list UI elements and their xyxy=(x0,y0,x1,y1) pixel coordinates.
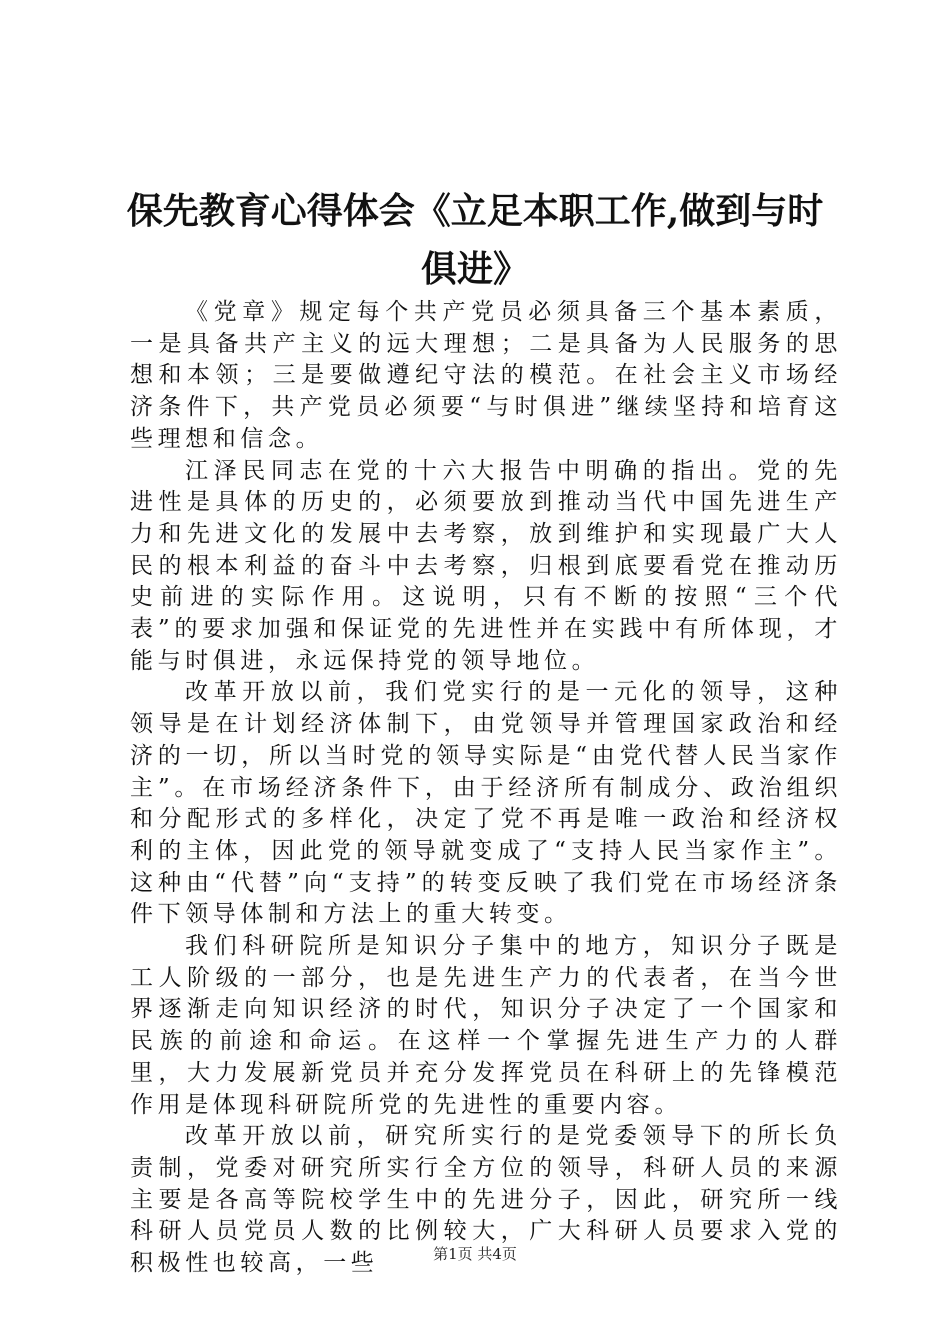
document-title: 保先教育心得体会《立足本职工作,做到与时俱进》 xyxy=(126,190,824,290)
paragraph: 我们科研院所是知识分子集中的地方，知识分子既是工人阶级的一部分，也是先进生产力的代表者，在当今世界逐渐走向知识经济的时代，知识分子决定了一个国家和民族的前途和命运。在这样一个掌握先进生产力的人群里，大力发展新党员并充分发挥党员在科研上的先锋模范作用是体现科研院所党的先进性的重要内容。 xyxy=(130,933,842,1118)
document-body xyxy=(130,297,842,1280)
paragraph: 改革开放以前，研究所实行的是党委领导下的所长负责制，党委对研究所实行全方位的领导，科研人员的来源主要是各高等院校学生中的先进分子，因此，研究所一线科研人员党员人数的比例较大，广大科研人员要求入党的积极性也较高，一些 xyxy=(130,1123,842,1277)
page-footer: 第1页 共4页 xyxy=(433,1245,517,1263)
paragraph: 改革开放以前，我们党实行的是一元化的领导，这种领导是在计划经济体制下，由党领导并管理国家政治和经济的一切，所以当时党的领导实际是“由党代替人民当家作主”。在市场经济条件下，由于经济所有制成分、政治组织和分配形式的多样化，决定了党不再是唯一政治和经济权利的主体，因此党的领导就变成了“支持人民当家作主”。这种由“代替”向“支持”的转变反映了我们党在市场经济条件下领导体制和方法上的重大转变。 xyxy=(130,679,842,928)
paragraph: 江泽民同志在党的十六大报告中明确的指出。党的先进性是具体的历史的，必须要放到推动当代中国先进生产力和先进文化的发展中去考察，放到维护和实现最广大人民的根本利益的奋斗中去考察，归根到底要看党在推动历史前进的实际作用。这说明，只有不断的按照“三个代表”的要求加强和保证党的先进性并在实践中有所体现，才能与时俱进，永远保持党的领导地位。 xyxy=(130,457,842,674)
paragraph: 《党章》规定每个共产党员必须具备三个基本素质，一是具备共产主义的远大理想；二是具备为人民服务的思想和本领；三是要做遵纪守法的模范。在社会主义市场经济条件下，共产党员必须要“与时俱进”继续坚持和培育这些理想和信念。 xyxy=(130,299,842,452)
